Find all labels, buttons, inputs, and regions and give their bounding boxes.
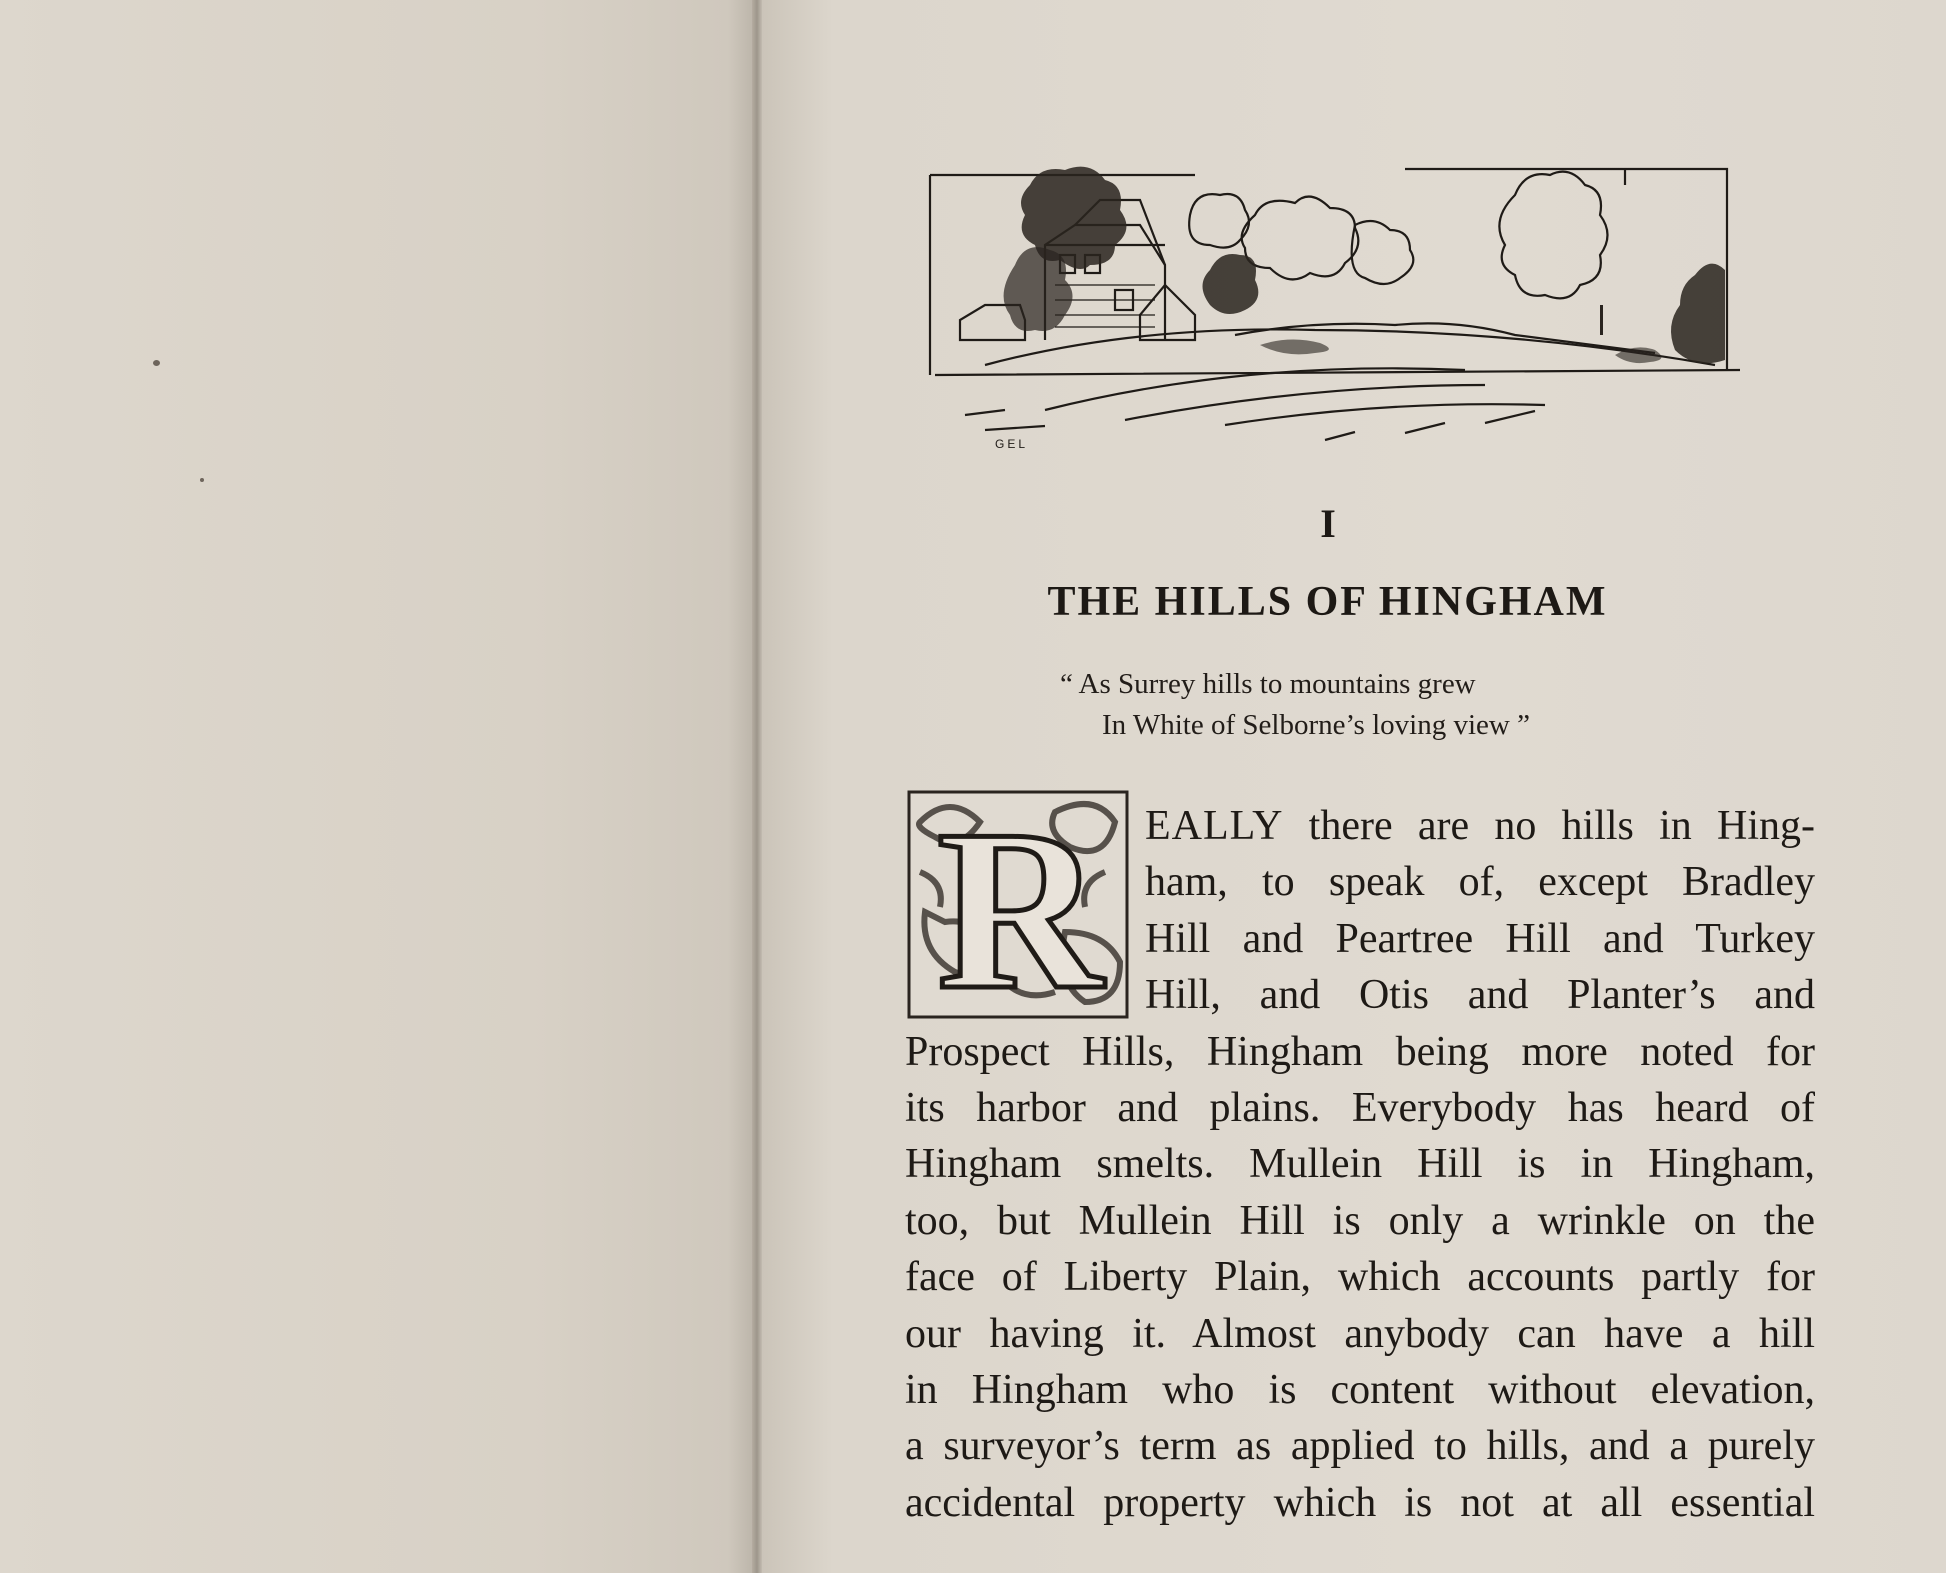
text-line: Hill and Peartree Hill and Turkey [1145,915,1815,962]
book-gutter [752,0,762,1573]
epigraph-line: “ As Surrey hills to mountains grew [1060,668,1476,700]
text-line: a surveyor’s term as applied to hills, and a purely [905,1423,1815,1470]
text-line: ham, to speak of, except Bradley [1145,859,1815,906]
paper-speck [153,360,160,366]
text-line: too, but Mullein Hill is only a wrinkle on the [905,1197,1815,1244]
text-line: its harbor and plains. Everybody has heard of [905,1084,1815,1131]
body-text [905,798,1815,1531]
text-line: in Hingham who is content without elevation, [905,1366,1815,1413]
epigraph [1060,664,1660,746]
chapter-title: THE HILLS OF HINGHAM [1047,579,1608,625]
tree-icon [1004,247,1073,331]
text-line: EALLY there are no hills in Hing- [1145,803,1816,849]
opening-word: EALLY [1145,803,1284,849]
left-page [0,0,758,1573]
text-line: Hingham smelts. Mullein Hill is in Hingham, [905,1141,1815,1188]
text-line: Prospect Hills, Hingham being more noted for [905,1028,1815,1075]
text-line: our having it. Almost anybody can have a hill [905,1310,1815,1357]
illustration-signature: GEL [995,437,1029,451]
text-line: face of Liberty Plain, which accounts partly for [905,1254,1815,1301]
landscape-illustration [925,155,1740,455]
dropcap-letter: R [936,782,1104,1022]
epigraph-line: In White of Selborne’s loving view ” [1102,709,1530,741]
tree-icon [1671,264,1725,364]
paper-speck [200,478,204,482]
text-line: Hill, and Otis and Planter’s and [1145,972,1815,1019]
chapter-number: I [1320,501,1336,546]
tree-icon [1203,254,1259,314]
cloud-icon [1499,172,1607,299]
text-line: accidental property which is not at all essential [905,1479,1815,1526]
